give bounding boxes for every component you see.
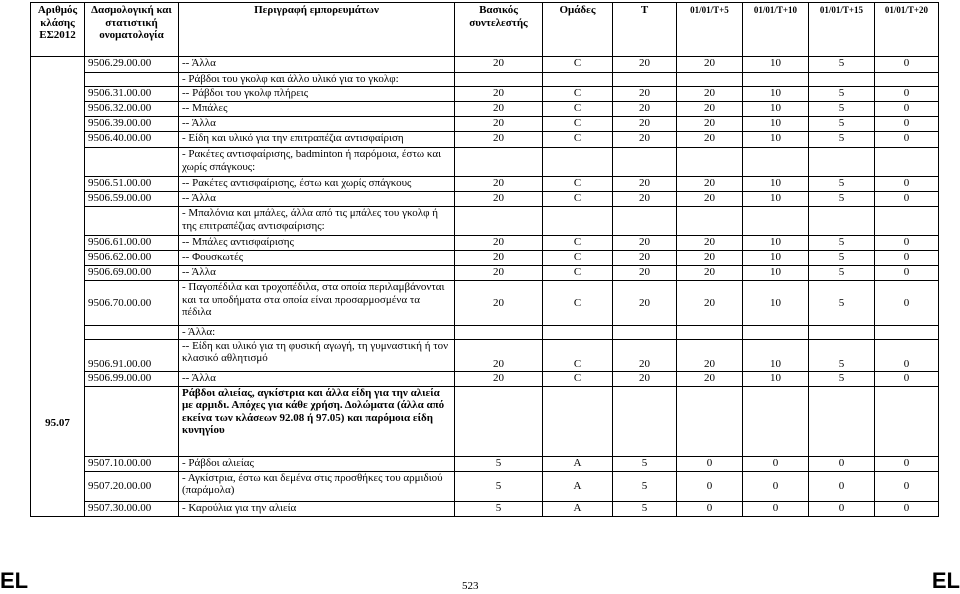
cell-t20	[875, 73, 939, 87]
cn-code	[85, 73, 179, 87]
description: - Είδη και υλικό για την επιτραπέζια αντισφαίριση	[179, 132, 455, 148]
cn-code	[85, 207, 179, 236]
cell-t: 20	[613, 266, 677, 281]
table-row	[31, 326, 939, 340]
cell-t5: 20	[677, 132, 743, 148]
header-groups: Ομάδες	[543, 3, 613, 57]
cell-t: 5	[613, 471, 677, 501]
table-row	[31, 266, 939, 281]
cell-base	[455, 326, 543, 340]
cell-t5: 20	[677, 281, 743, 326]
cell-t5: 20	[677, 192, 743, 207]
table-row	[31, 177, 939, 192]
cell-base: 20	[455, 117, 543, 132]
cell-t15: 5	[809, 251, 875, 266]
description: - Αγκίστρια, έστω και δεμένα στις προσθήκες του αρμιδιού (παράμολα)	[179, 471, 455, 501]
table-row	[31, 148, 939, 177]
cell-t: 5	[613, 456, 677, 471]
cell-base: 20	[455, 192, 543, 207]
table-row	[31, 117, 939, 132]
cell-t10: 10	[743, 192, 809, 207]
cell-t15: 5	[809, 87, 875, 102]
cell-t10: 0	[743, 456, 809, 471]
cell-grp: C	[543, 281, 613, 326]
header-row	[31, 3, 939, 57]
cn-code: 9507.10.00.00	[85, 456, 179, 471]
cell-base: 20	[455, 102, 543, 117]
chapter-code: 95.07	[31, 57, 85, 517]
cn-code: 9506.61.00.00	[85, 236, 179, 251]
table-row	[31, 281, 939, 326]
cell-t: 20	[613, 281, 677, 326]
cell-base: 20	[455, 177, 543, 192]
cn-code: 9506.62.00.00	[85, 251, 179, 266]
cell-grp	[543, 386, 613, 456]
cell-t10: 10	[743, 117, 809, 132]
cell-t: 20	[613, 132, 677, 148]
description: - Καρούλια για την αλιεία	[179, 501, 455, 516]
cn-code: 9506.69.00.00	[85, 266, 179, 281]
cell-base: 20	[455, 57, 543, 73]
cell-base: 20	[455, 132, 543, 148]
cell-t	[613, 386, 677, 456]
cell-t5: 0	[677, 456, 743, 471]
cell-grp: C	[543, 57, 613, 73]
cell-t5	[677, 326, 743, 340]
cn-code: 9506.29.00.00	[85, 57, 179, 73]
cell-t10: 10	[743, 132, 809, 148]
cell-base: 5	[455, 456, 543, 471]
cell-t	[613, 326, 677, 340]
cn-code	[85, 386, 179, 456]
cell-t15: 5	[809, 281, 875, 326]
cell-t5	[677, 73, 743, 87]
cell-t5	[677, 148, 743, 177]
cell-grp: A	[543, 501, 613, 516]
header-t10: 01/01/T+10	[743, 3, 809, 57]
table-row	[31, 501, 939, 516]
header-chapter: Αριθμός κλάσης ΕΣ2012	[31, 3, 85, 57]
cell-t: 20	[613, 192, 677, 207]
cell-base: 5	[455, 501, 543, 516]
header-t20: 01/01/T+20	[875, 3, 939, 57]
cell-base: 5	[455, 471, 543, 501]
cell-t20	[875, 148, 939, 177]
cell-base: 20	[455, 371, 543, 386]
cell-t10: 0	[743, 501, 809, 516]
cell-t15: 0	[809, 501, 875, 516]
cell-t: 20	[613, 177, 677, 192]
description: - Ρακέτες αντισφαίρισης, badminton ή παρόμοια, έστω και χωρίς σπάγκους:	[179, 148, 455, 177]
cell-t5: 20	[677, 117, 743, 132]
description: -- Ράβδοι του γκολφ πλήρεις	[179, 87, 455, 102]
cell-t20: 0	[875, 456, 939, 471]
cell-t20	[875, 207, 939, 236]
cell-grp: C	[543, 192, 613, 207]
cell-t15: 5	[809, 339, 875, 371]
cell-t5: 20	[677, 251, 743, 266]
cell-grp: C	[543, 102, 613, 117]
cell-base: 20	[455, 339, 543, 371]
cell-t10: 10	[743, 236, 809, 251]
footer-language-left: EL	[0, 568, 29, 593]
header-base-rate: Βασικός συντελεστής	[455, 3, 543, 57]
cell-grp: C	[543, 132, 613, 148]
cn-code: 9506.31.00.00	[85, 87, 179, 102]
cell-t: 20	[613, 236, 677, 251]
cell-t10: 0	[743, 471, 809, 501]
cell-t5: 20	[677, 371, 743, 386]
table-row	[31, 102, 939, 117]
cell-t15: 5	[809, 266, 875, 281]
cell-base	[455, 207, 543, 236]
cell-t: 20	[613, 117, 677, 132]
cn-code	[85, 326, 179, 340]
cn-code: 9506.91.00.00	[85, 339, 179, 371]
description: -- Ρακέτες αντισφαίρισης, έστω και χωρίς σπάγκους	[179, 177, 455, 192]
cell-t20: 0	[875, 371, 939, 386]
cn-code: 9506.59.00.00	[85, 192, 179, 207]
table-row	[31, 456, 939, 471]
cell-base	[455, 73, 543, 87]
cell-t15: 5	[809, 102, 875, 117]
cell-t20: 0	[875, 102, 939, 117]
table-row	[31, 386, 939, 456]
cell-grp: C	[543, 371, 613, 386]
header-description: Περιγραφή εμπορευμάτων	[179, 3, 455, 57]
cell-t15: 5	[809, 192, 875, 207]
cn-code: 9506.39.00.00	[85, 117, 179, 132]
cell-t20: 0	[875, 177, 939, 192]
table-row	[31, 73, 939, 87]
cell-grp	[543, 148, 613, 177]
cell-grp: C	[543, 236, 613, 251]
cell-t5: 0	[677, 501, 743, 516]
cell-t20: 0	[875, 117, 939, 132]
cn-code: 9506.70.00.00	[85, 281, 179, 326]
cell-t10: 10	[743, 266, 809, 281]
cell-t10: 10	[743, 281, 809, 326]
cell-grp: A	[543, 456, 613, 471]
cell-t20	[875, 386, 939, 456]
table-row	[31, 251, 939, 266]
cell-t: 20	[613, 251, 677, 266]
description: - Παγοπέδιλα και τροχοπέδιλα, στα οποία περιλαμβάνονται και τα υποδήματα στα οποία είναι προσαρμοσμένα τα πέδιλα	[179, 281, 455, 326]
cell-t15: 5	[809, 177, 875, 192]
cell-t: 20	[613, 87, 677, 102]
cell-t15: 0	[809, 456, 875, 471]
table-row	[31, 471, 939, 501]
cell-t: 20	[613, 102, 677, 117]
cell-t15: 5	[809, 236, 875, 251]
table-row	[31, 87, 939, 102]
cell-t10: 10	[743, 371, 809, 386]
cell-grp: A	[543, 471, 613, 501]
cell-t5: 20	[677, 266, 743, 281]
cell-t20: 0	[875, 192, 939, 207]
description: -- Άλλα	[179, 57, 455, 73]
cell-t10: 10	[743, 251, 809, 266]
cell-grp	[543, 326, 613, 340]
description: -- Μπάλες αντισφαίρισης	[179, 236, 455, 251]
cell-t: 20	[613, 371, 677, 386]
cell-grp: C	[543, 251, 613, 266]
cell-t5: 20	[677, 177, 743, 192]
cn-code: 9506.40.00.00	[85, 132, 179, 148]
description: -- Άλλα	[179, 192, 455, 207]
cell-t15: 5	[809, 132, 875, 148]
cell-t15: 5	[809, 117, 875, 132]
table-row	[31, 339, 939, 371]
table-row	[31, 192, 939, 207]
description: -- Άλλα	[179, 371, 455, 386]
description: -- Φουσκωτές	[179, 251, 455, 266]
page-number: 523	[462, 580, 479, 592]
cell-base: 20	[455, 87, 543, 102]
cell-t20: 0	[875, 266, 939, 281]
footer-language-right: EL	[931, 568, 960, 593]
cell-grp: C	[543, 266, 613, 281]
cell-t20: 0	[875, 339, 939, 371]
description: -- Άλλα	[179, 117, 455, 132]
cell-grp: C	[543, 339, 613, 371]
cell-t10: 10	[743, 87, 809, 102]
cell-t5: 20	[677, 102, 743, 117]
cell-t: 20	[613, 339, 677, 371]
table-row	[31, 57, 939, 73]
cell-t20: 0	[875, 471, 939, 501]
cell-base	[455, 386, 543, 456]
cn-code: 9506.51.00.00	[85, 177, 179, 192]
cell-t5: 20	[677, 339, 743, 371]
cell-base: 20	[455, 236, 543, 251]
cell-t10	[743, 386, 809, 456]
cell-t5	[677, 207, 743, 236]
cell-t5: 0	[677, 471, 743, 501]
cell-t10: 10	[743, 57, 809, 73]
cell-t10	[743, 207, 809, 236]
cell-t15: 5	[809, 371, 875, 386]
description: - Άλλα:	[179, 326, 455, 340]
cell-grp: C	[543, 177, 613, 192]
cell-t10: 10	[743, 102, 809, 117]
description: Ράβδοι αλιείας, αγκίστρια και άλλα είδη για την αλιεία με αρμιδι. Απόχες για κάθε χρήση. Δολώματα (άλλα από εκείνα των κλάσεων 92.08 ή 97.05) και παρόμοια είδη κυνηγίου	[179, 386, 455, 456]
cn-code	[85, 148, 179, 177]
cell-t20: 0	[875, 132, 939, 148]
cell-t15	[809, 326, 875, 340]
cell-t5: 20	[677, 57, 743, 73]
cell-t	[613, 73, 677, 87]
cell-grp	[543, 207, 613, 236]
cell-t5	[677, 386, 743, 456]
cn-code: 9506.32.00.00	[85, 102, 179, 117]
table-row	[31, 207, 939, 236]
cell-t10	[743, 326, 809, 340]
cell-t	[613, 148, 677, 177]
cell-t10: 10	[743, 339, 809, 371]
cell-t15	[809, 148, 875, 177]
cn-code: 9507.30.00.00	[85, 501, 179, 516]
cell-t15	[809, 386, 875, 456]
cell-grp: C	[543, 87, 613, 102]
cell-t15	[809, 207, 875, 236]
cell-t: 5	[613, 501, 677, 516]
header-t5: 01/01/T+5	[677, 3, 743, 57]
cell-t	[613, 207, 677, 236]
cell-t5: 20	[677, 87, 743, 102]
cell-base	[455, 148, 543, 177]
tariff-table	[30, 2, 939, 517]
cell-t20: 0	[875, 236, 939, 251]
description: - Μπαλόνια και μπάλες, άλλα από τις μπάλες του γκολφ ή της επιτραπέζιας αντισφαίρισης:	[179, 207, 455, 236]
cell-t20: 0	[875, 501, 939, 516]
header-t15: 01/01/T+15	[809, 3, 875, 57]
description: - Ράβδοι του γκολφ και άλλο υλικό για το γκολφ:	[179, 73, 455, 87]
description: - Ράβδοι αλιείας	[179, 456, 455, 471]
cell-t5: 20	[677, 236, 743, 251]
table-row	[31, 236, 939, 251]
cell-t15: 5	[809, 57, 875, 73]
cn-code: 9506.99.00.00	[85, 371, 179, 386]
description: -- Άλλα	[179, 266, 455, 281]
cell-t20	[875, 326, 939, 340]
header-t: T	[613, 3, 677, 57]
cell-t10: 10	[743, 177, 809, 192]
cell-t: 20	[613, 57, 677, 73]
cell-t15: 0	[809, 471, 875, 501]
cell-t10	[743, 148, 809, 177]
cell-grp	[543, 73, 613, 87]
cell-t15	[809, 73, 875, 87]
description: -- Είδη και υλικό για τη φυσική αγωγή, τη γυμναστική ή τον κλασικό αθλητισμό	[179, 339, 455, 371]
header-cn: Δασμολογική και στατιστική ονοματολογία	[85, 3, 179, 57]
table-row	[31, 132, 939, 148]
table-row	[31, 371, 939, 386]
cell-t20: 0	[875, 251, 939, 266]
cell-t20: 0	[875, 57, 939, 73]
cell-base: 20	[455, 281, 543, 326]
cell-t10	[743, 73, 809, 87]
cell-grp: C	[543, 117, 613, 132]
description: -- Μπάλες	[179, 102, 455, 117]
cn-code: 9507.20.00.00	[85, 471, 179, 501]
cell-t20: 0	[875, 281, 939, 326]
cell-base: 20	[455, 251, 543, 266]
cell-base: 20	[455, 266, 543, 281]
cell-t20: 0	[875, 87, 939, 102]
